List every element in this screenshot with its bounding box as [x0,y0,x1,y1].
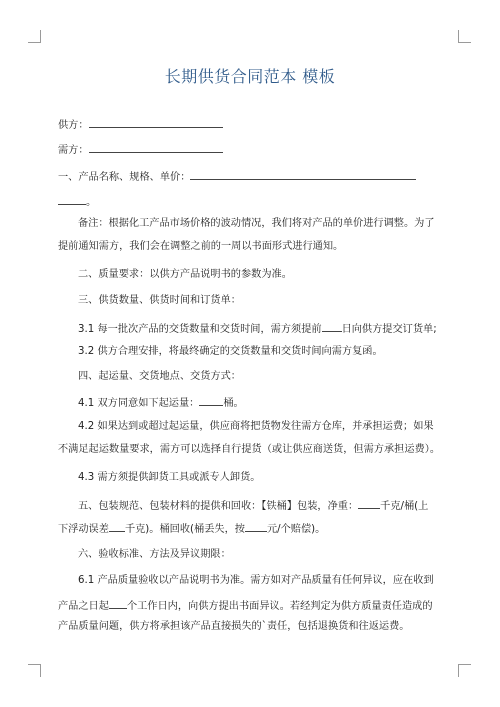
section-5-text-d: 千克)。桶回收(桶丢失，按 [124,524,245,535]
clause-3-1 [78,320,444,337]
section-1-tail: 。 [86,197,97,208]
clause-4-1-text-b: 桶。 [223,398,244,409]
buyer-blank [89,141,223,153]
crop-mark-top-right [458,30,471,43]
net-weight-blank [358,497,380,509]
section-5-line-2 [58,520,444,537]
clause-4-3: 4.3 需方须提供卸货工具或派专人卸货。 [78,472,261,483]
section-6: 六、验收标准、方法及异议期限： [78,549,231,560]
section-1-continuation [58,193,444,210]
clause-4-1 [78,394,444,411]
clause-6-1-text-a: 产品之日起 [58,601,109,612]
note-line-2: 提前通知需方，我们会在调整之前的一周以书面形式进行通知。 [58,241,344,252]
min-quantity-blank [199,394,223,406]
section-5-text-e: 元/个赔偿)。 [266,524,326,535]
crop-mark-bottom-right [458,664,471,677]
clause-6-1-line-2 [58,597,444,614]
order-days-blank [322,320,342,332]
section-4: 四、起运量、交货地点、交货方式： [78,371,241,382]
buyer-line [58,141,444,158]
crop-mark-top-left [28,30,41,43]
tolerance-blank [109,520,125,532]
section-2: 二、质量要求：以供方产品说明书的参数为准。 [78,269,292,280]
product-spec-blank-cont [58,193,86,205]
section-3: 三、供货数量、供货时间和订货单： [78,295,241,306]
section-5-text-b: 千克/桶(上 [380,501,429,512]
buyer-label: 需方： [58,145,89,156]
supplier-label: 供方： [58,120,89,131]
clause-3-1-text-a: 3.1 每一批次产品的交货数量和交货时间，需方须提前 [78,324,322,335]
document-title: 长期供货合同范本 模板 [164,67,336,86]
clause-6-1-text-b: 个工作日内，向供方提出书面异议。若经判定为供方质量责任造成的 [126,601,433,612]
section-5-text-c: 下浮动误差 [58,524,109,535]
section-1-line [58,168,444,185]
supplier-blank [89,116,223,128]
clause-3-2: 3.2 供方合理安排，将最终确定的交货数量和交货时间向需方复函。 [78,346,383,357]
section-5-text-a: 五、包装规范、包装材料的提供和回收：【铁桶】包装，净重： [78,501,359,512]
crop-mark-bottom-left [28,664,41,677]
clause-4-2-line-2: 不满足起运数量要求，需方可以选择自行提货（或让供应商送货，但需方承担运费）。 [58,444,441,455]
compensation-blank [245,520,267,532]
clause-3-1-text-b: 日向供方提交订货单; [341,324,437,335]
section-1-label: 一、产品名称、规格、单价： [58,172,191,183]
note-line-1: 备注：根据化工产品市场价格的波动情况，我们将对产品的单价进行调整。为了 [78,218,435,229]
product-spec-blank [190,168,416,180]
clause-4-2-line-1: 4.2 如果达到或超过起运量，供应商将把货物发往需方仓库，并承担运费；如果 [78,421,434,432]
clause-4-1-text-a: 4.1 双方同意如下起运量： [78,398,200,409]
clause-6-1-line-1: 6.1 产品质量验收以产品说明书为准。需方如对产品质量有任何异议，应在收到 [78,575,434,586]
supplier-line [58,116,444,133]
objection-days-blank [109,597,127,609]
clause-6-1-line-3: 产品质量问题，供方将承担该产品直接损失的`责任，包括退换货和往返运费。 [58,621,410,632]
section-5-line-1 [78,497,444,514]
